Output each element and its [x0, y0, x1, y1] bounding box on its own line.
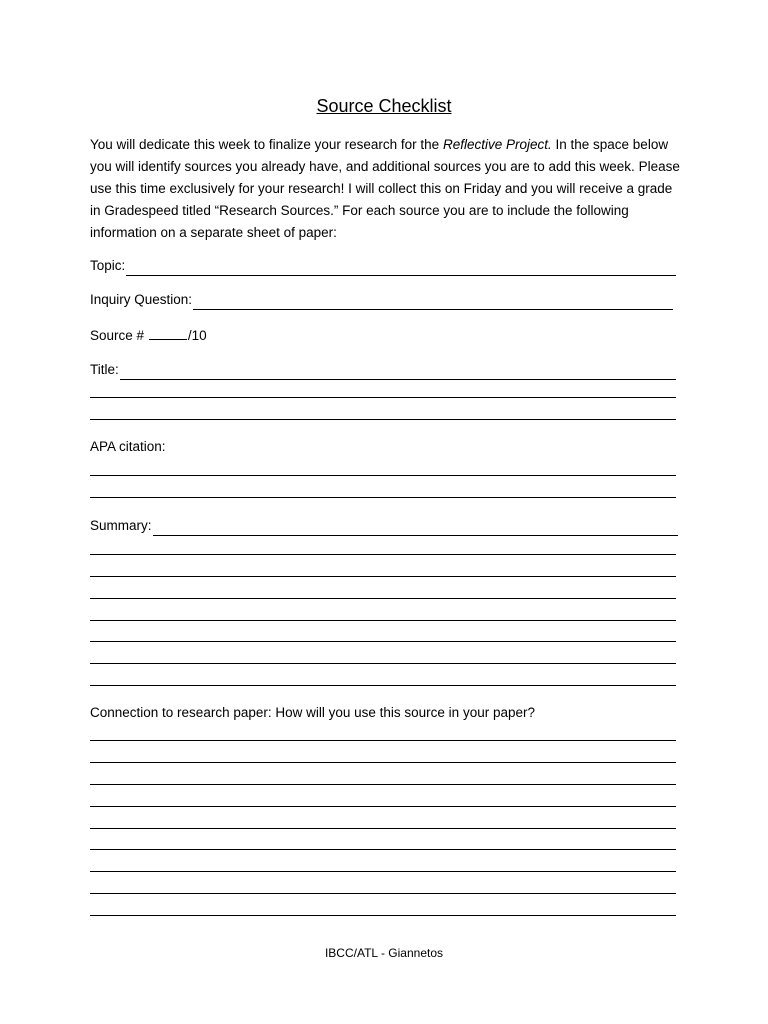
summary-line-1[interactable]: [153, 520, 678, 536]
connection-line-5[interactable]: [90, 828, 676, 829]
title-line-3[interactable]: [90, 419, 676, 420]
connection-line-2[interactable]: [90, 762, 676, 763]
title-label: Title:: [90, 362, 119, 377]
summary-line-5[interactable]: [90, 620, 676, 621]
summary-line-2[interactable]: [90, 554, 676, 555]
connection-line-3[interactable]: [90, 784, 676, 785]
connection-line-7[interactable]: [90, 871, 676, 872]
page-footer: IBCC/ATL - Giannetos: [324, 946, 444, 960]
title-field[interactable]: [90, 360, 676, 380]
connection-line-4[interactable]: [90, 806, 676, 807]
project-name: Reflective Project.: [442, 137, 552, 152]
summary-line-3[interactable]: [90, 576, 676, 577]
page-title: Source Checklist: [316, 96, 452, 116]
inquiry-line[interactable]: [193, 294, 673, 310]
title-line-2[interactable]: [90, 397, 676, 398]
topic-label: Topic:: [90, 258, 126, 273]
connection-line-1[interactable]: [90, 740, 676, 741]
apa-line-1[interactable]: [90, 475, 676, 476]
connection-line-8[interactable]: [90, 893, 676, 894]
inquiry-label: Inquiry Question:: [90, 292, 193, 307]
source-number-blank[interactable]: [149, 325, 187, 340]
connection-line-6[interactable]: [90, 849, 676, 850]
source-number-field[interactable]: [90, 325, 207, 346]
summary-line-8[interactable]: [90, 685, 676, 686]
apa-line-2[interactable]: [90, 497, 676, 498]
apa-label: APA citation:: [90, 439, 166, 454]
summary-field[interactable]: [90, 516, 678, 536]
source-label: Source # /10: [90, 325, 207, 346]
summary-line-4[interactable]: [90, 598, 676, 599]
inquiry-question-field[interactable]: [90, 290, 673, 310]
intro-paragraph: You will dedicate this week to finalize your research for the Reflective Project. In the space below you will identify sources you already have, and additional sources you are to add this week. Please use this time exclusively for your research! I will collect this on Friday and you will receive a grade in Gradespeed titled “Research Sources.” For each source you are to include the following information on a separate sheet of paper:: [90, 137, 680, 240]
topic-line[interactable]: [126, 260, 676, 276]
summary-line-7[interactable]: [90, 663, 676, 664]
title-line[interactable]: [120, 364, 676, 380]
apa-citation-field: [90, 437, 166, 457]
summary-label: Summary:: [90, 518, 152, 533]
topic-field[interactable]: [90, 256, 676, 276]
summary-line-6[interactable]: [90, 641, 676, 642]
connection-line-9[interactable]: [90, 915, 676, 916]
connection-field: [90, 703, 535, 723]
connection-label: Connection to research paper: How will you use this source in your paper?: [90, 705, 535, 720]
